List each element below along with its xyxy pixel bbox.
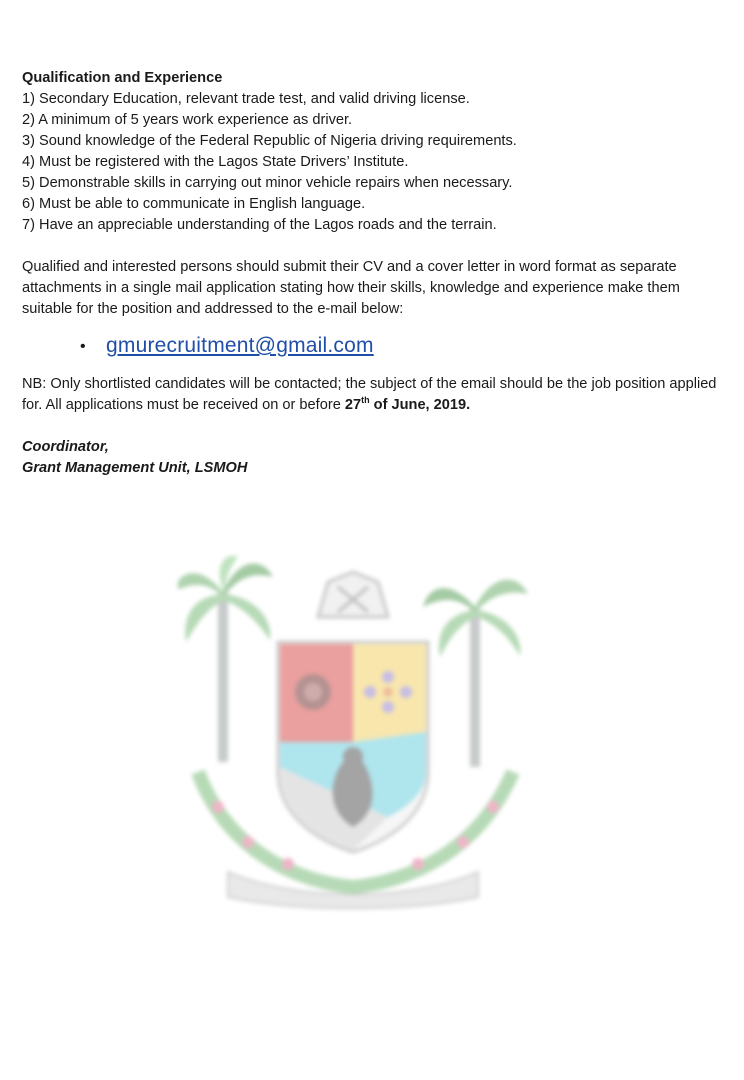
- signature-unit: Grant Management Unit, LSMOH: [22, 460, 248, 476]
- qualification-heading: Qualification and Experience: [22, 70, 223, 86]
- coat-of-arms-icon: [178, 552, 528, 912]
- deadline-day: 27: [344, 397, 362, 413]
- qualification-list: [22, 89, 732, 236]
- qualification-item: 2) A minimum of 5 years work experience as driver.: [22, 112, 353, 128]
- qualification-item: 4) Must be registered with the Lagos State Drivers’ Institute.: [22, 154, 409, 170]
- shortlist-note: [22, 374, 732, 416]
- qualification-item: 3) Sound knowledge of the Federal Republic of Nigeria driving requirements.: [22, 133, 517, 149]
- qualification-item: 7) Have an appreciable understanding of the Lagos roads and the terrain.: [22, 217, 497, 233]
- shield-icon: [278, 642, 428, 852]
- signature-block: [22, 437, 732, 479]
- qualification-item: 1) Secondary Education, relevant trade test, and valid driving license.: [22, 91, 470, 107]
- left-palm-tree-icon: [178, 556, 273, 762]
- crest-icon: [318, 572, 388, 617]
- application-instructions: Qualified and interested persons should submit their CV and a cover letter in word format as separate attachments in a single mail application stating how their skills, knowledge and experience make them suitable for the position and addressed to the e-mail below:: [22, 259, 680, 317]
- signature-title: Coordinator,: [22, 439, 109, 455]
- right-palm-tree-icon: [423, 580, 528, 767]
- qualification-item: 6) Must be able to communicate in English language.: [22, 196, 366, 212]
- deadline-date: [345, 397, 470, 413]
- recruitment-email-link[interactable]: gmurecruitment@gmail.com: [106, 334, 374, 357]
- document-body: [22, 68, 732, 479]
- note-text: NB: Only shortlisted candidates will be contacted; the subject of the email should be the job position applied for. All applications must be received on or before: [22, 376, 717, 413]
- bullet-icon: •: [80, 338, 86, 355]
- deadline-rest: of June, 2019.: [369, 397, 471, 413]
- qualification-item: 5) Demonstrable skills in carrying out minor vehicle repairs when necessary.: [22, 175, 513, 191]
- deadline-suffix: th: [361, 395, 370, 406]
- email-bullet-row: [22, 332, 732, 362]
